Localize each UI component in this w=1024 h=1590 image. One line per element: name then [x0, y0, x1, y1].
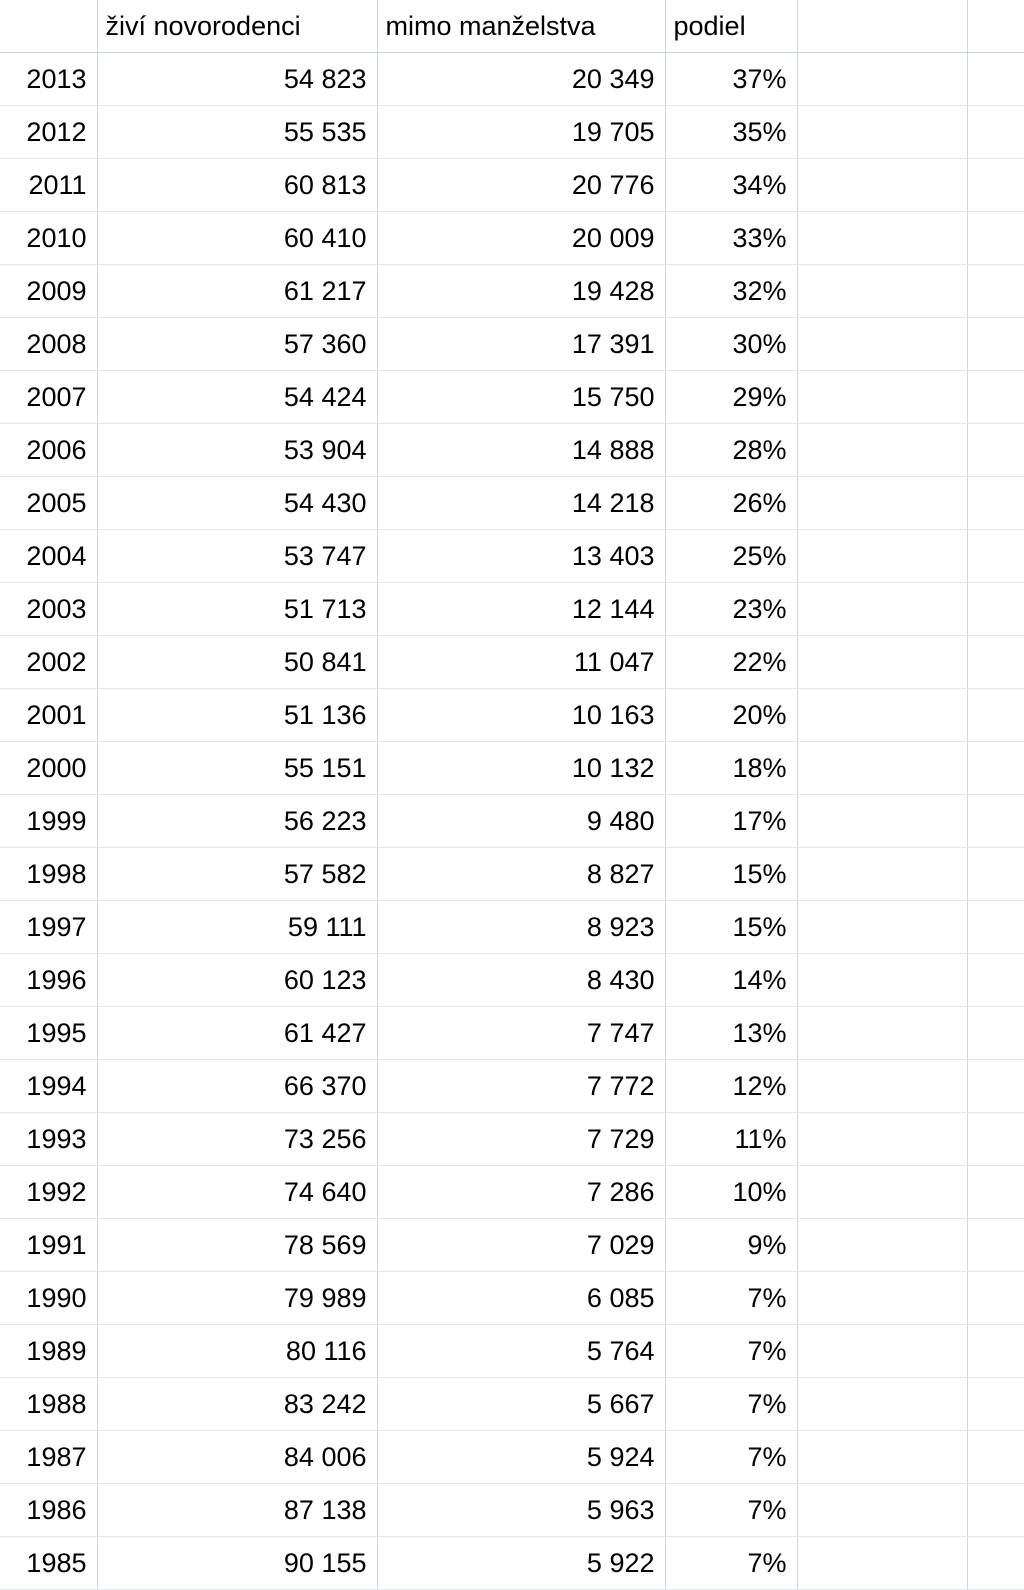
cell-live-births[interactable]: 53 904 — [97, 424, 377, 477]
cell-year[interactable]: 1997 — [0, 901, 97, 954]
cell-live-births[interactable]: 51 136 — [97, 689, 377, 742]
cell-year[interactable]: 2013 — [0, 53, 97, 106]
cell-blank-2[interactable] — [967, 636, 1024, 689]
cell-live-births[interactable]: 90 155 — [97, 1537, 377, 1590]
cell-year[interactable]: 1999 — [0, 795, 97, 848]
cell-share[interactable]: 26% — [665, 477, 797, 530]
cell-live-births[interactable]: 51 713 — [97, 583, 377, 636]
cell-year[interactable]: 2005 — [0, 477, 97, 530]
table-row — [0, 1484, 1024, 1537]
cell-live-births[interactable]: 84 006 — [97, 1431, 377, 1484]
cell-year[interactable]: 2003 — [0, 583, 97, 636]
cell-share[interactable]: 23% — [665, 583, 797, 636]
table-row — [0, 583, 1024, 636]
table-row — [0, 1219, 1024, 1272]
header-cell-blank-1[interactable] — [797, 0, 967, 53]
cell-blank-2[interactable] — [967, 795, 1024, 848]
cell-blank-2[interactable] — [967, 477, 1024, 530]
table-row — [0, 636, 1024, 689]
cell-live-births[interactable]: 54 823 — [97, 53, 377, 106]
cell-year[interactable]: 2007 — [0, 371, 97, 424]
cell-blank-1[interactable] — [797, 1325, 967, 1378]
table-row — [0, 212, 1024, 265]
cell-outside-marriage[interactable]: 10 163 — [377, 689, 665, 742]
cell-blank-2[interactable] — [967, 1484, 1024, 1537]
table-row — [0, 1537, 1024, 1590]
cell-blank-2[interactable] — [967, 583, 1024, 636]
cell-outside-marriage[interactable]: 10 132 — [377, 742, 665, 795]
cell-live-births[interactable]: 83 242 — [97, 1378, 377, 1431]
cell-year[interactable]: 2008 — [0, 318, 97, 371]
cell-share[interactable]: 15% — [665, 901, 797, 954]
table-row — [0, 530, 1024, 583]
cell-blank-2[interactable] — [967, 742, 1024, 795]
table-row — [0, 1113, 1024, 1166]
cell-live-births[interactable]: 53 747 — [97, 530, 377, 583]
table-row — [0, 53, 1024, 106]
cell-outside-marriage[interactable]: 13 403 — [377, 530, 665, 583]
cell-blank-1[interactable] — [797, 848, 967, 901]
cell-share[interactable]: 11% — [665, 1113, 797, 1166]
cell-blank-1[interactable] — [797, 212, 967, 265]
cell-blank-1[interactable] — [797, 954, 967, 1007]
table-row — [0, 1060, 1024, 1113]
cell-outside-marriage[interactable]: 15 750 — [377, 371, 665, 424]
cell-year[interactable]: 2006 — [0, 424, 97, 477]
table-row — [0, 106, 1024, 159]
cell-live-births[interactable]: 57 582 — [97, 848, 377, 901]
cell-blank-2[interactable] — [967, 1007, 1024, 1060]
cell-blank-2[interactable] — [967, 1166, 1024, 1219]
cell-share[interactable]: 28% — [665, 424, 797, 477]
table-row — [0, 318, 1024, 371]
cell-share[interactable]: 35% — [665, 106, 797, 159]
cell-year[interactable]: 1987 — [0, 1431, 97, 1484]
header-cell-outside-marriage[interactable]: mimo manželstva — [377, 0, 665, 53]
cell-share[interactable]: 34% — [665, 159, 797, 212]
cell-share[interactable]: 20% — [665, 689, 797, 742]
cell-blank-1[interactable] — [797, 106, 967, 159]
cell-year[interactable]: 2004 — [0, 530, 97, 583]
cell-blank-2[interactable] — [967, 318, 1024, 371]
cell-live-births[interactable]: 57 360 — [97, 318, 377, 371]
cell-outside-marriage[interactable]: 9 480 — [377, 795, 665, 848]
cell-outside-marriage[interactable]: 7 747 — [377, 1007, 665, 1060]
header-cell-share[interactable]: podiel — [665, 0, 797, 53]
cell-share[interactable]: 7% — [665, 1325, 797, 1378]
header-cell-blank-2[interactable] — [967, 0, 1024, 53]
cell-outside-marriage[interactable]: 5 963 — [377, 1484, 665, 1537]
cell-blank-2[interactable] — [967, 1219, 1024, 1272]
cell-year[interactable]: 1991 — [0, 1219, 97, 1272]
table-row — [0, 1007, 1024, 1060]
cell-year[interactable]: 1986 — [0, 1484, 97, 1537]
cell-blank-1[interactable] — [797, 1378, 967, 1431]
cell-blank-2[interactable] — [967, 689, 1024, 742]
cell-outside-marriage[interactable]: 11 047 — [377, 636, 665, 689]
cell-live-births[interactable]: 61 427 — [97, 1007, 377, 1060]
cell-share[interactable]: 17% — [665, 795, 797, 848]
cell-share[interactable]: 9% — [665, 1219, 797, 1272]
cell-blank-2[interactable] — [967, 265, 1024, 318]
cell-year[interactable]: 1994 — [0, 1060, 97, 1113]
cell-share[interactable]: 13% — [665, 1007, 797, 1060]
cell-outside-marriage[interactable]: 7 729 — [377, 1113, 665, 1166]
table-row — [0, 1166, 1024, 1219]
cell-year[interactable]: 1988 — [0, 1378, 97, 1431]
cell-blank-1[interactable] — [797, 265, 967, 318]
cell-year[interactable]: 1990 — [0, 1272, 97, 1325]
cell-live-births[interactable]: 55 151 — [97, 742, 377, 795]
cell-blank-1[interactable] — [797, 901, 967, 954]
cell-blank-1[interactable] — [797, 1537, 967, 1590]
table-row — [0, 1325, 1024, 1378]
cell-share[interactable]: 15% — [665, 848, 797, 901]
table-row — [0, 265, 1024, 318]
cell-year[interactable]: 2009 — [0, 265, 97, 318]
header-row — [0, 0, 1024, 53]
cell-outside-marriage[interactable]: 5 667 — [377, 1378, 665, 1431]
cell-blank-2[interactable] — [967, 1325, 1024, 1378]
cell-outside-marriage[interactable]: 20 349 — [377, 53, 665, 106]
table-row — [0, 371, 1024, 424]
cell-blank-2[interactable] — [967, 848, 1024, 901]
cell-blank-2[interactable] — [967, 424, 1024, 477]
table-row — [0, 1272, 1024, 1325]
cell-blank-2[interactable] — [967, 212, 1024, 265]
cell-outside-marriage[interactable]: 5 924 — [377, 1431, 665, 1484]
cell-outside-marriage[interactable]: 17 391 — [377, 318, 665, 371]
cell-share[interactable]: 7% — [665, 1378, 797, 1431]
cell-year[interactable]: 1998 — [0, 848, 97, 901]
cell-live-births[interactable]: 80 116 — [97, 1325, 377, 1378]
cell-live-births[interactable]: 54 424 — [97, 371, 377, 424]
cell-live-births[interactable]: 61 217 — [97, 265, 377, 318]
table-header — [0, 0, 1024, 53]
cell-blank-2[interactable] — [967, 159, 1024, 212]
cell-blank-1[interactable] — [797, 742, 967, 795]
table-row — [0, 477, 1024, 530]
cell-blank-1[interactable] — [797, 1272, 967, 1325]
cell-blank-1[interactable] — [797, 159, 967, 212]
cell-live-births[interactable]: 78 569 — [97, 1219, 377, 1272]
cell-share[interactable]: 18% — [665, 742, 797, 795]
cell-share[interactable]: 32% — [665, 265, 797, 318]
header-cell-year[interactable] — [0, 0, 97, 53]
cell-blank-2[interactable] — [967, 106, 1024, 159]
cell-share[interactable]: 30% — [665, 318, 797, 371]
cell-year[interactable]: 2010 — [0, 212, 97, 265]
cell-blank-1[interactable] — [797, 1113, 967, 1166]
cell-year[interactable]: 1985 — [0, 1537, 97, 1590]
cell-share[interactable]: 22% — [665, 636, 797, 689]
cell-live-births[interactable]: 66 370 — [97, 1060, 377, 1113]
cell-outside-marriage[interactable]: 19 428 — [377, 265, 665, 318]
cell-blank-1[interactable] — [797, 1484, 967, 1537]
cell-year[interactable]: 2012 — [0, 106, 97, 159]
table-row — [0, 848, 1024, 901]
header-cell-live-births[interactable]: živí novorodenci — [97, 0, 377, 53]
cell-live-births[interactable]: 55 535 — [97, 106, 377, 159]
cell-share[interactable]: 25% — [665, 530, 797, 583]
cell-year[interactable]: 1992 — [0, 1166, 97, 1219]
cell-share[interactable]: 10% — [665, 1166, 797, 1219]
cell-blank-1[interactable] — [797, 636, 967, 689]
cell-outside-marriage[interactable]: 20 009 — [377, 212, 665, 265]
table-body — [0, 53, 1024, 1590]
cell-outside-marriage[interactable]: 6 085 — [377, 1272, 665, 1325]
cell-year[interactable]: 1989 — [0, 1325, 97, 1378]
table-row — [0, 159, 1024, 212]
cell-blank-1[interactable] — [797, 1007, 967, 1060]
table-row — [0, 901, 1024, 954]
cell-blank-1[interactable] — [797, 530, 967, 583]
cell-share[interactable]: 14% — [665, 954, 797, 1007]
cell-blank-2[interactable] — [967, 530, 1024, 583]
cell-outside-marriage[interactable]: 12 144 — [377, 583, 665, 636]
table-row — [0, 689, 1024, 742]
cell-blank-1[interactable] — [797, 583, 967, 636]
table-row — [0, 742, 1024, 795]
cell-year[interactable]: 2000 — [0, 742, 97, 795]
cell-blank-2[interactable] — [967, 1537, 1024, 1590]
cell-outside-marriage[interactable]: 8 827 — [377, 848, 665, 901]
cell-live-births[interactable]: 59 111 — [97, 901, 377, 954]
cell-outside-marriage[interactable]: 7 029 — [377, 1219, 665, 1272]
cell-outside-marriage[interactable]: 14 888 — [377, 424, 665, 477]
cell-live-births[interactable]: 74 640 — [97, 1166, 377, 1219]
cell-outside-marriage[interactable]: 20 776 — [377, 159, 665, 212]
cell-outside-marriage[interactable]: 8 430 — [377, 954, 665, 1007]
cell-share[interactable]: 7% — [665, 1537, 797, 1590]
cell-share[interactable]: 12% — [665, 1060, 797, 1113]
cell-share[interactable]: 37% — [665, 53, 797, 106]
table-row — [0, 795, 1024, 848]
cell-blank-1[interactable] — [797, 1166, 967, 1219]
cell-year[interactable]: 2002 — [0, 636, 97, 689]
cell-live-births[interactable]: 79 989 — [97, 1272, 377, 1325]
cell-live-births[interactable]: 60 123 — [97, 954, 377, 1007]
cell-blank-1[interactable] — [797, 795, 967, 848]
cell-blank-1[interactable] — [797, 1431, 967, 1484]
cell-blank-2[interactable] — [967, 1431, 1024, 1484]
cell-blank-1[interactable] — [797, 477, 967, 530]
cell-blank-2[interactable] — [967, 371, 1024, 424]
cell-share[interactable]: 29% — [665, 371, 797, 424]
table-row — [0, 424, 1024, 477]
cell-blank-1[interactable] — [797, 424, 967, 477]
cell-year[interactable]: 2011 — [0, 159, 97, 212]
cell-share[interactable]: 7% — [665, 1431, 797, 1484]
table-row — [0, 954, 1024, 1007]
cell-blank-2[interactable] — [967, 901, 1024, 954]
cell-outside-marriage[interactable]: 19 705 — [377, 106, 665, 159]
cell-blank-2[interactable] — [967, 1272, 1024, 1325]
cell-outside-marriage[interactable]: 5 922 — [377, 1537, 665, 1590]
cell-blank-1[interactable] — [797, 318, 967, 371]
cell-year[interactable]: 1995 — [0, 1007, 97, 1060]
table-row — [0, 1431, 1024, 1484]
cell-live-births[interactable]: 60 410 — [97, 212, 377, 265]
cell-blank-1[interactable] — [797, 371, 967, 424]
cell-blank-1[interactable] — [797, 1060, 967, 1113]
cell-year[interactable]: 1993 — [0, 1113, 97, 1166]
cell-blank-2[interactable] — [967, 53, 1024, 106]
cell-share[interactable]: 7% — [665, 1272, 797, 1325]
cell-blank-1[interactable] — [797, 689, 967, 742]
cell-live-births[interactable]: 54 430 — [97, 477, 377, 530]
cell-outside-marriage[interactable]: 5 764 — [377, 1325, 665, 1378]
cell-blank-2[interactable] — [967, 954, 1024, 1007]
cell-outside-marriage[interactable]: 7 286 — [377, 1166, 665, 1219]
table-row — [0, 1378, 1024, 1431]
cell-share[interactable]: 33% — [665, 212, 797, 265]
cell-live-births[interactable]: 60 813 — [97, 159, 377, 212]
cell-year[interactable]: 1996 — [0, 954, 97, 1007]
cell-blank-2[interactable] — [967, 1378, 1024, 1431]
cell-live-births[interactable]: 73 256 — [97, 1113, 377, 1166]
cell-blank-2[interactable] — [967, 1060, 1024, 1113]
cell-blank-2[interactable] — [967, 1113, 1024, 1166]
cell-outside-marriage[interactable]: 8 923 — [377, 901, 665, 954]
cell-outside-marriage[interactable]: 14 218 — [377, 477, 665, 530]
cell-live-births[interactable]: 56 223 — [97, 795, 377, 848]
cell-live-births[interactable]: 50 841 — [97, 636, 377, 689]
cell-blank-1[interactable] — [797, 53, 967, 106]
cell-outside-marriage[interactable]: 7 772 — [377, 1060, 665, 1113]
cell-share[interactable]: 7% — [665, 1484, 797, 1537]
cell-blank-1[interactable] — [797, 1219, 967, 1272]
cell-year[interactable]: 2001 — [0, 689, 97, 742]
cell-live-births[interactable]: 87 138 — [97, 1484, 377, 1537]
